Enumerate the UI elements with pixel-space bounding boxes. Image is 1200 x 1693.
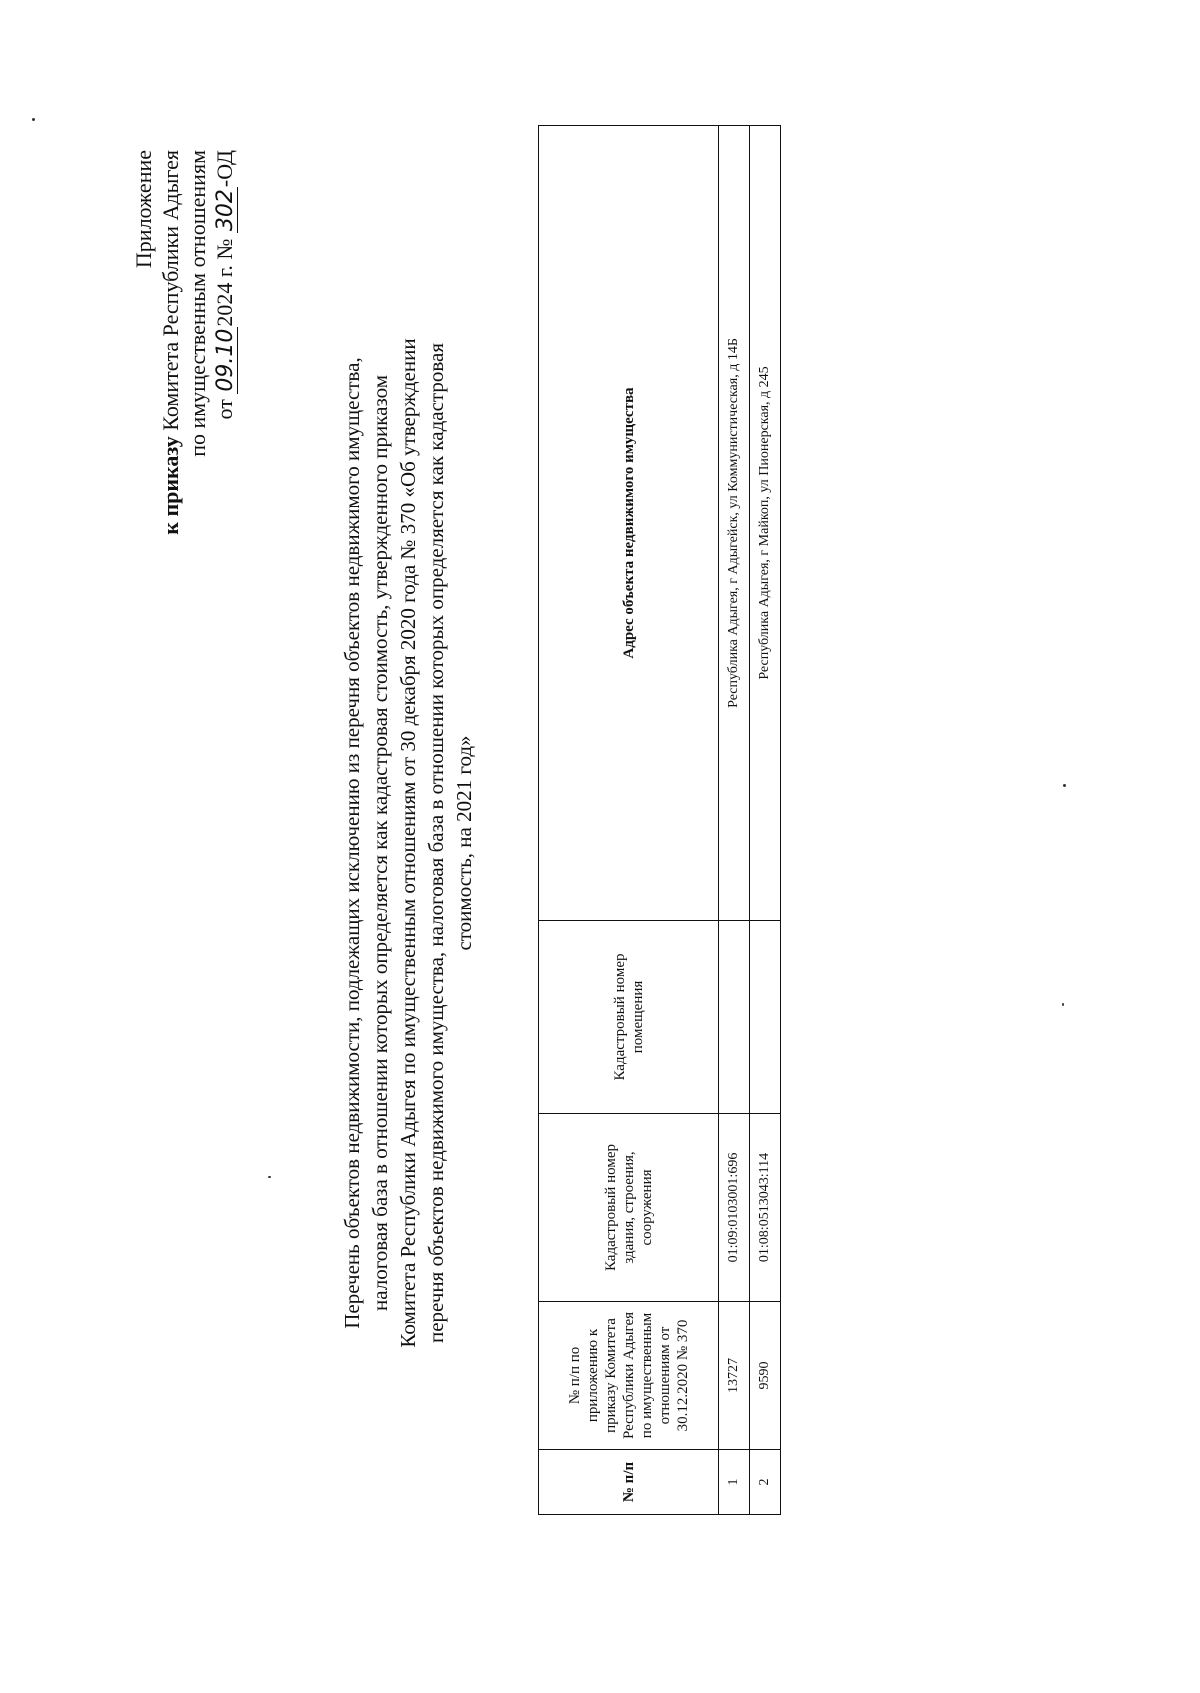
- cell-number: 2: [750, 1450, 781, 1515]
- scan-speck: [1062, 1003, 1064, 1006]
- cell-cadastral-premises: [750, 921, 781, 1114]
- table-header-row: [539, 126, 719, 1515]
- objects-table: [538, 125, 781, 1515]
- header-address: Адрес объекта недвижимого имущества: [539, 126, 719, 921]
- cell-address: Республика Адыгея, г Майкоп, ул Пионерская, д 245: [750, 126, 781, 921]
- table-row: [719, 126, 750, 1515]
- cell-order-number: 9590: [750, 1302, 781, 1450]
- handwritten-number: 302: [213, 189, 238, 232]
- cell-address: Республика Адыгея, г Адыгейск, ул Коммунистическая, д 14Б: [719, 126, 750, 921]
- table-row: [750, 126, 781, 1515]
- title-line-3: Комитета Республики Адыгея по имущественным отношениям от 30 декабря 2020 года № 370 «Об утверждении: [396, 338, 420, 1348]
- appendix-line-2: [157, 150, 184, 535]
- appendix-date-prefix: от: [212, 393, 237, 420]
- handwritten-date: 09.10: [213, 328, 238, 392]
- scan-speck: [1063, 784, 1066, 787]
- scan-speck: [268, 1176, 271, 1178]
- appendix-header: [130, 150, 238, 535]
- cell-order-number: 13727: [719, 1302, 750, 1450]
- appendix-line-1: Приложение: [131, 150, 156, 269]
- appendix-line-3: по имущественным отношениям: [185, 150, 210, 457]
- header-number: № п/п: [539, 1450, 719, 1515]
- appendix-line-2-rest: Комитета Республики Адыгея: [158, 150, 183, 437]
- appendix-line-4: [211, 150, 238, 535]
- appendix-line-2-bold: к приказу: [158, 436, 183, 535]
- header-cadastral-premises: Кадастровый номер помещения: [539, 921, 719, 1114]
- appendix-year: 2024 г. №: [212, 238, 237, 327]
- appendix-suffix: -ОД: [212, 150, 237, 188]
- scan-speck: [32, 118, 35, 121]
- cell-cadastral-premises: [719, 921, 750, 1114]
- cell-cadastral-building: 01:08:0513043:114: [750, 1114, 781, 1302]
- title-line-2: налоговая база в отношении которых определяется как кадастровая стоимость, утвержденного приказом: [368, 374, 392, 1312]
- cell-cadastral-building: 01:09:0103001:696: [719, 1114, 750, 1302]
- title-line-4: перечня объектов недвижимого имущества, налоговая база в отношении которых определяется как кадастровая: [424, 343, 448, 1343]
- title-line-5: стоимость, на 2021 год»: [452, 735, 476, 951]
- cell-number: 1: [719, 1450, 750, 1515]
- header-cadastral-building: Кадастровый номер здания, строения, сооружения: [539, 1114, 719, 1302]
- document-title: [338, 208, 478, 1478]
- title-line-1: Перечень объектов недвижимости, подлежащих исключению из перечня объектов недвижимого имущества,: [340, 357, 364, 1329]
- header-order-number: № п/п по приложению к приказу Комитета Республики Адыгея по имущественным отношениям от 30.12.2020 № 370: [539, 1302, 719, 1450]
